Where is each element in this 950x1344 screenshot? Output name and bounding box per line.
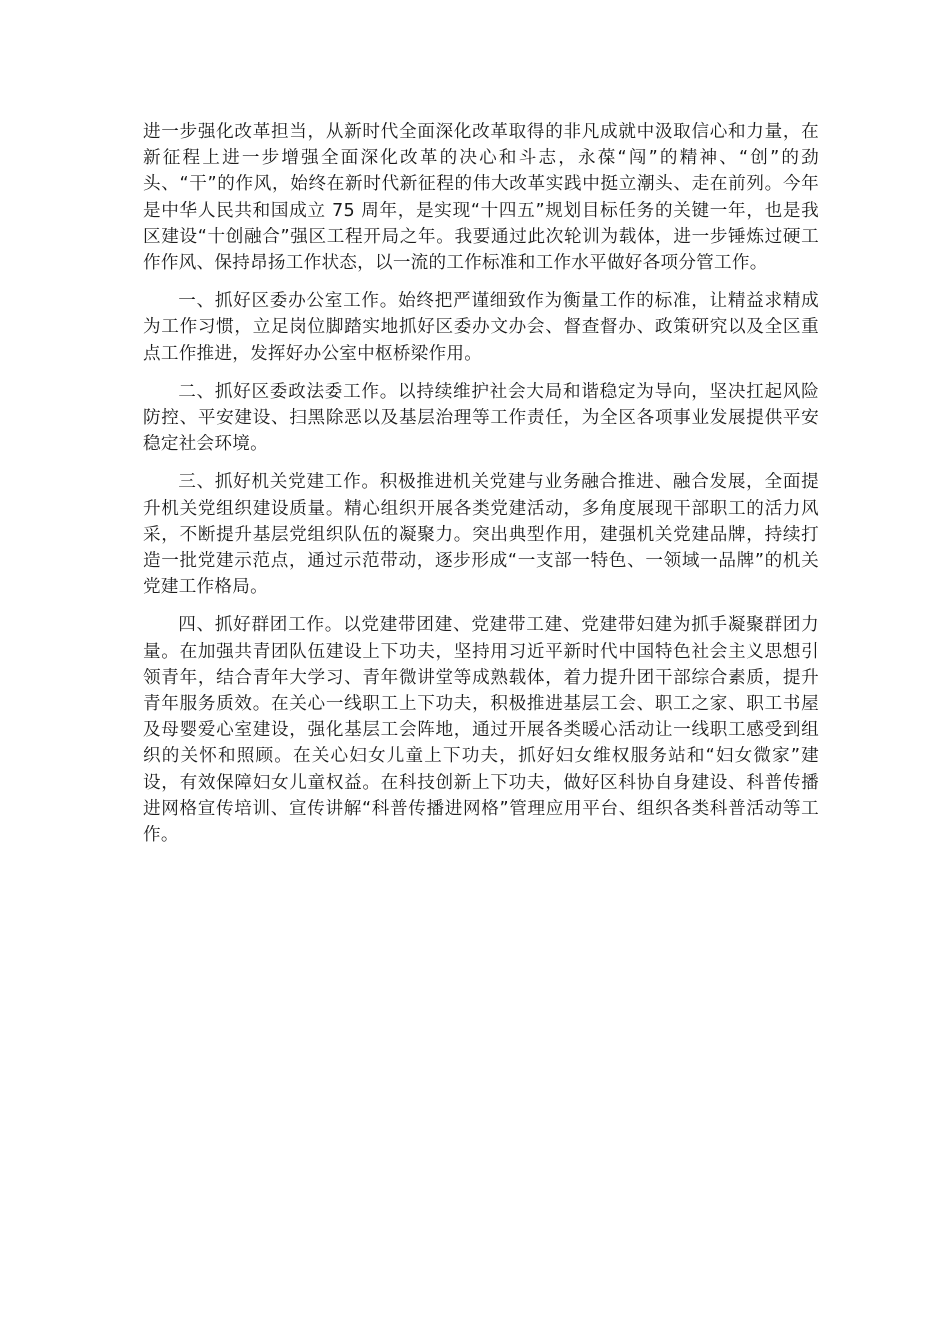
- paragraph-political-legal-work: 二、抓好区委政法委工作。以持续维护社会大局和谐稳定为导向，坚决扛起风险防控、平安建设、扫黑除恶以及基层治理等工作责任，为全区各项事业发展提供平安稳定社会环境。: [143, 381, 819, 455]
- paragraph-party-building-work: 三、抓好机关党建工作。积极推进机关党建与业务融合推进、融合发展，全面提升机关党组织建设质量。精心组织开展各类党建活动，多角度展现干部职工的活力风采，不断提升基层党组织队伍的凝聚力。突出典型作用，建强机关党建品牌，持续打造一批党建示范点，通过示范带动，逐步形成“一支部一特色、一领域一品牌”的机关党建工作格局。: [143, 472, 819, 598]
- document-page: [143, 119, 819, 860]
- paragraph-intro: 进一步强化改革担当，从新时代全面深化改革取得的非凡成就中汲取信心和力量，在新征程上进一步增强全面深化改革的决心和斗志，永葆“闯”的精神、“创”的劲头、“干”的作风，始终在新时代新征程的伟大改革实践中挺立潮头、走在前列。今年是中华人民共和国成立 75 周年，是实现“十四五”规划目标任务的关键一年，也是我区建设“十创融合”强区工程开局之年。我要通过此次轮训为载体，进一步锤炼过硬工作作风、保持昂扬工作状态，以一流的工作标准和工作水平做好各项分管工作。: [143, 122, 819, 274]
- paragraph-mass-organization-work: 四、抓好群团工作。以党建带团建、党建带工建、党建带妇建为抓手凝聚群团力量。在加强共青团队伍建设上下功夫，坚持用习近平新时代中国特色社会主义思想引领青年，结合青年大学习、青年微讲堂等成熟载体，着力提升团干部综合素质，提升青年服务质效。在关心一线职工上下功夫，积极推进基层工会、职工之家、职工书屋及母婴爱心室建设，强化基层工会阵地，通过开展各类暖心活动让一线职工感受到组织的关怀和照顾。在关心妇女儿童上下功夫，抓好妇女维权服务站和“妇女微家”建设，有效保障妇女儿童权益。在科技创新上下功夫，做好区科协自身建设、科普传播进网格宣传培训、宣传讲解“科普传播进网格”管理应用平台、组织各类科普活动等工作。: [143, 615, 819, 846]
- paragraph-office-work: 一、抓好区委办公室工作。始终把严谨细致作为衡量工作的标准，让精益求精成为工作习惯，立足岗位脚踏实地抓好区委办文办会、督查督办、政策研究以及全区重点工作推进，发挥好办公室中枢桥梁作用。: [143, 291, 819, 364]
